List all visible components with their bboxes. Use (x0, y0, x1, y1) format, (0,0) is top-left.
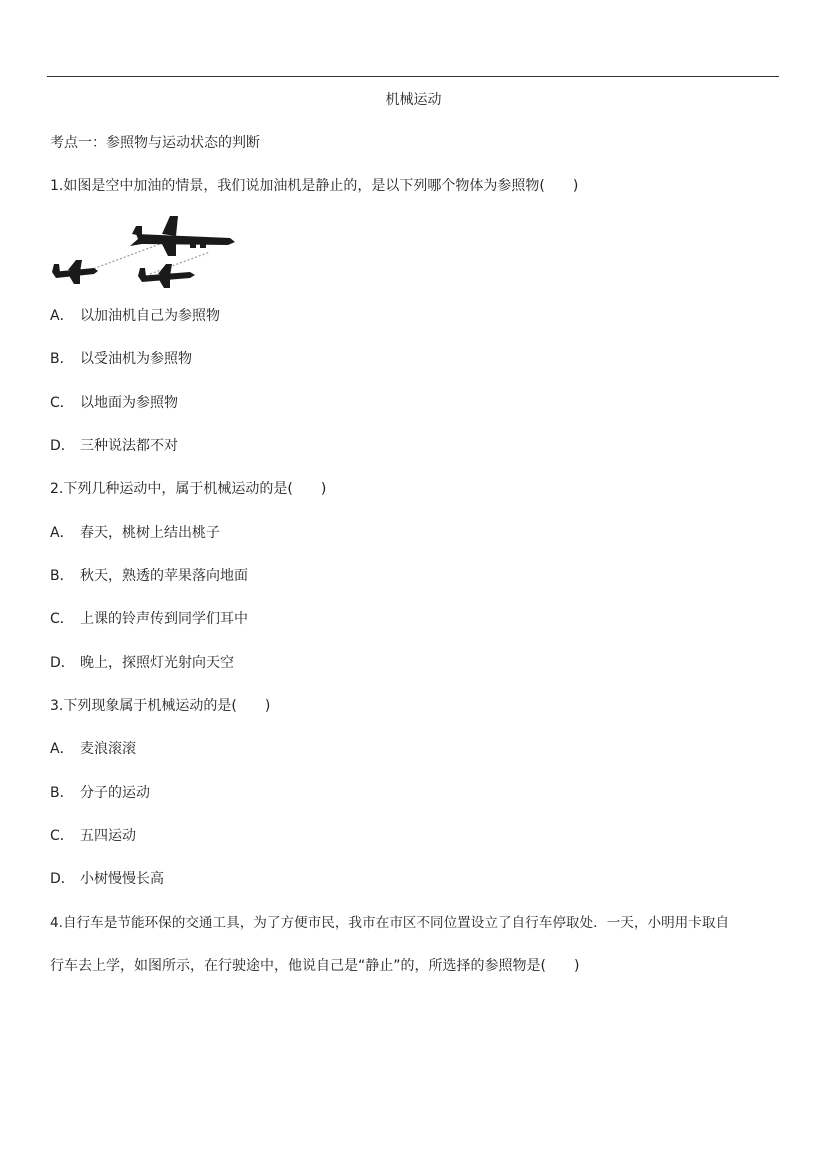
question-2-option-d (50, 653, 234, 673)
option-letter: A． (50, 741, 74, 757)
question-2-option-a (50, 523, 220, 543)
option-letter: A． (50, 308, 74, 324)
receiver-plane-right-icon (138, 264, 195, 288)
question-3-option-d (50, 869, 164, 889)
question-2-option-b (50, 566, 248, 586)
option-text: 晚上，探照灯光射向天空 (80, 655, 234, 671)
option-text: 小树慢慢长高 (80, 871, 164, 887)
option-text: 分子的运动 (80, 785, 150, 801)
option-letter: D． (50, 655, 75, 671)
option-letter: C． (50, 611, 74, 627)
section-heading: 考点一：参照物与运动状态的判断 (50, 135, 260, 151)
option-letter: D． (50, 438, 75, 454)
page-title: 机械运动 (385, 92, 442, 108)
question-1-option-d (50, 436, 178, 456)
option-text: 以受油机为参照物 (80, 351, 192, 367)
question-3-option-c (50, 826, 136, 846)
question-1-option-a (50, 306, 220, 326)
option-letter: D． (50, 871, 75, 887)
option-text: 麦浪滚滚 (80, 741, 136, 757)
option-text: 三种说法都不对 (80, 438, 178, 454)
receiver-plane-left-icon (52, 260, 98, 284)
question-1-stem: 1.如图是空中加油的情景，我们说加油机是静止的，是以下列哪个物体为参照物( ) (50, 178, 579, 194)
refueling-hose-lines (90, 244, 210, 274)
option-letter: A． (50, 525, 74, 541)
option-text: 以加油机自己为参照物 (80, 308, 220, 324)
question-2-stem: 2.下列几种运动中，属于机械运动的是( ) (50, 481, 327, 497)
header-rule (47, 76, 779, 77)
option-letter: C． (50, 395, 74, 411)
option-text: 秋天，熟透的苹果落向地面 (80, 568, 248, 584)
question-3-stem: 3.下列现象属于机械运动的是( ) (50, 698, 271, 714)
option-letter: C． (50, 828, 74, 844)
question-1-option-c (50, 393, 178, 413)
option-text: 春天，桃树上结出桃子 (80, 525, 220, 541)
option-letter: B． (50, 785, 74, 801)
question-4-stem-line-1: 4.自行车是节能环保的交通工具，为了方便市民，我市在市区不同位置设立了自行车停取处．一天，小明用卡取自 (50, 915, 730, 931)
question-3-option-a (50, 739, 136, 759)
question-3-option-b (50, 783, 150, 803)
aerial-refueling-figure (50, 212, 238, 290)
question-1-option-b (50, 349, 192, 369)
question-2-option-c (50, 609, 248, 629)
option-text: 五四运动 (80, 828, 136, 844)
tanker-plane-icon (130, 216, 235, 256)
option-letter: B． (50, 568, 74, 584)
option-letter: B． (50, 351, 74, 367)
option-text: 以地面为参照物 (80, 395, 178, 411)
option-text: 上课的铃声传到同学们耳中 (80, 611, 248, 627)
question-4-stem-line-2: 行车去上学，如图所示，在行驶途中，他说自己是“静止”的，所选择的参照物是( ) (50, 958, 580, 974)
